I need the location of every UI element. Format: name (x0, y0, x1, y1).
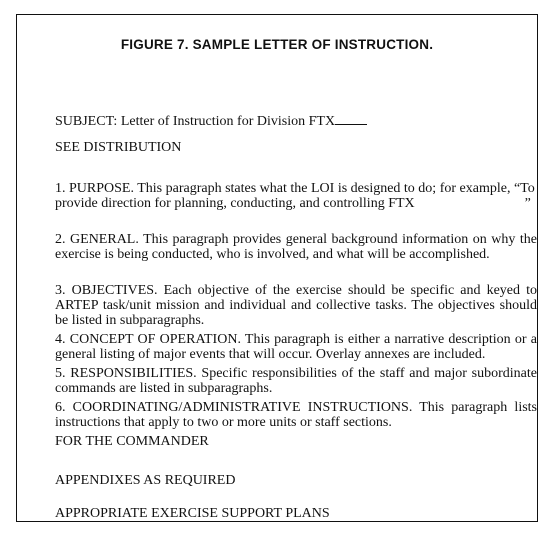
paragraph-coordinating-instructions: 6. COORDINATING/ADMINISTRATIVE INSTRUCTIONS. This paragraph lists instructions that apply to two or more units or staff sections. (55, 400, 537, 430)
paragraph-responsibilities: 5. RESPONSIBILITIES. Specific responsibilities of the staff and major subordinate commands are listed in subparagraphs. (55, 366, 537, 396)
signature-block: FOR THE COMMANDER (55, 434, 209, 449)
subject-line (55, 113, 367, 129)
distribution-line: SEE DISTRIBUTION (55, 140, 182, 155)
paragraph-general: 2. GENERAL. This paragraph provides general background information on why the exercise is being conducted, who is involved, and what will be accomplished. (55, 232, 537, 262)
figure-title: FIGURE 7. SAMPLE LETTER OF INSTRUCTION. (120, 37, 434, 52)
figure-frame (16, 14, 538, 522)
subject-text: SUBJECT: Letter of Instruction for Division FTX (55, 114, 336, 129)
appendixes-line: APPENDIXES AS REQUIRED (55, 473, 236, 488)
paragraph-purpose-text: 1. PURPOSE. This paragraph states what the LOI is designed to do; for example, “To provide direction for planning, conducting, and controlling FTX (55, 181, 535, 211)
paragraph-objectives: 3. OBJECTIVES. Each objective of the exercise should be specific and keyed to ARTEP task/unit mission and individual and collective tasks. The objectives should be listed in subparagraphs. (55, 283, 537, 328)
paragraph-purpose (55, 181, 537, 211)
closing-quote: ” (524, 196, 531, 211)
paragraph-concept-of-operation: 4. CONCEPT OF OPERATION. This paragraph is either a narrative description or a general listing of major events that will occur. Overlay annexes are included. (55, 332, 537, 362)
subject-blank (335, 113, 367, 125)
support-plans-line: APPROPRIATE EXERCISE SUPPORT PLANS (55, 506, 330, 521)
